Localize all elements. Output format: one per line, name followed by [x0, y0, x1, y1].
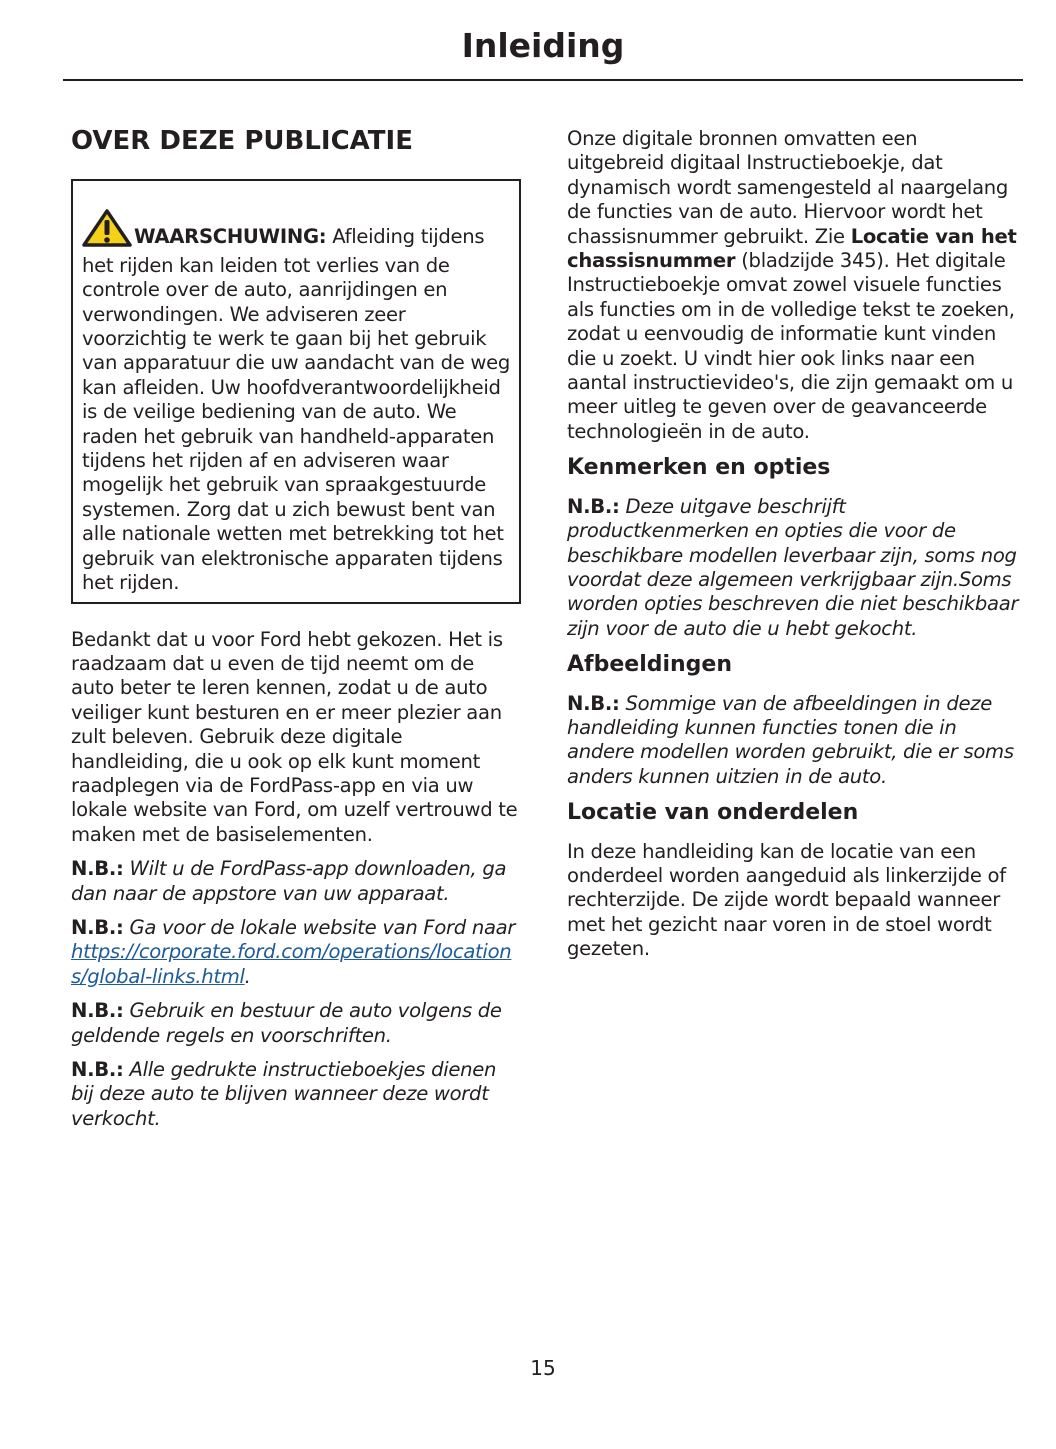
- ford-website-link[interactable]: https://corporate.ford.com/operations/locations/global-links.html: [71, 940, 512, 988]
- note-4: N.B.: Alle gedrukte instructieboekjes dienen bij deze auto te blijven wanneer deze wordt verkocht.: [71, 1058, 497, 1130]
- intro-paragraph: Bedankt dat u voor Ford hebt gekozen. Het is raadzaam dat u even de tijd neemt om de auto beter te leren kennen, zodat u de auto veiliger kunt besturen en er meer plezier aan zult beleven. Gebruik deze digitale handleiding, die u ook op elk kunt moment raadplegen via de FordPass-app en via uw lokale website van Ford, om uzelf vertrouwd te maken met de basiselementen.: [71, 627, 518, 846]
- note-features: N.B.: Deze uitgave beschrijft productkenmerken en opties die voor de beschikbare modellen leverbaar zijn, soms nog voordat deze algemeen verkrijgbaar zijn.Soms worden opties beschreven die niet beschikbaar zijn voor de auto die u hebt gekocht.: [567, 494, 1019, 640]
- warning-text: Afleiding tijdens het rijden kan leiden tot verlies van de controle over de auto, aanrijdingen en verwondingen. We adviseren zeer voorzichtig te werk te gaan bij het gebruik van apparatuur die uw aandacht van de weg kan afleiden. Uw hoofdverantwoordelijkheid is de veilige bediening van de auto. We raden het gebruik van handheld-apparaten tijdens het rijden af en adviseren waar mogelijk het gebruik van spraakgestuurde systemen. Zorg dat u zich bewust bent van alle nationale wetten met betrekking tot het gebruik van elektronische apparaten tijdens het rijden.: [82, 225, 511, 595]
- heading-component-location: Locatie van onderdelen: [567, 800, 859, 826]
- warning-box: [71, 179, 521, 603]
- note-2: N.B.: Ga voor de lokale website van Ford naar https://corporate.ford.com/operations/locations/global-links.html.: [71, 915, 516, 988]
- heading-features: Kenmerken en opties: [567, 455, 831, 481]
- note-1: N.B.: Wilt u de FordPass-app downloaden, ga dan naar de appstore van uw apparaat.: [71, 857, 507, 905]
- page-title: Inleiding: [461, 26, 625, 65]
- heading-images: Afbeeldingen: [567, 652, 733, 678]
- left-column: [71, 125, 521, 1141]
- page-number: 15: [530, 1356, 556, 1380]
- header-divider: [63, 79, 1023, 81]
- note-3: N.B.: Gebruik en bestuur de auto volgens de geldende regels en voorschriften.: [71, 999, 502, 1047]
- right-column: [567, 127, 1019, 972]
- section-heading: OVER DEZE PUBLICATIE: [71, 126, 413, 156]
- component-location-paragraph: In deze handleiding kan de locatie van een onderdeel worden aangeduid als linkerzijde of rechterzijde. De zijde wordt bepaald wanneer met het gezicht naar voren in de stoel wordt gezeten.: [567, 839, 1006, 961]
- digital-resources-paragraph: Onze digitale bronnen omvatten een uitgebreid digitaal Instructieboekje, dat dynamisch wordt samengesteld al naargelang de functies van de auto. Hiervoor wordt het chassisnummer gebruikt. Zie Locatie van het chassisnummer (bladzijde 345). Het digitale Instructieboekje omvat zowel visuele functies als functies om in de volledige tekst te zoeken, zodat u eenvoudig de informatie kunt vinden die u zoekt. U vindt hier ook links naar een aantal instructievideo's, die zijn gemaakt om u meer uitleg te geven over de geavanceerde technologieën in de auto.: [567, 127, 1017, 443]
- warning-triangle-icon: [82, 209, 132, 253]
- note-images: N.B.: Sommige van de afbeeldingen in deze handleiding kunnen functies tonen die in andere modellen worden gebruikt, die er soms anders kunnen uitzien in de auto.: [567, 691, 1014, 788]
- chassis-reference: Locatie van het chassisnummer: [567, 224, 1017, 273]
- warning-label: WAARSCHUWING:: [134, 225, 327, 249]
